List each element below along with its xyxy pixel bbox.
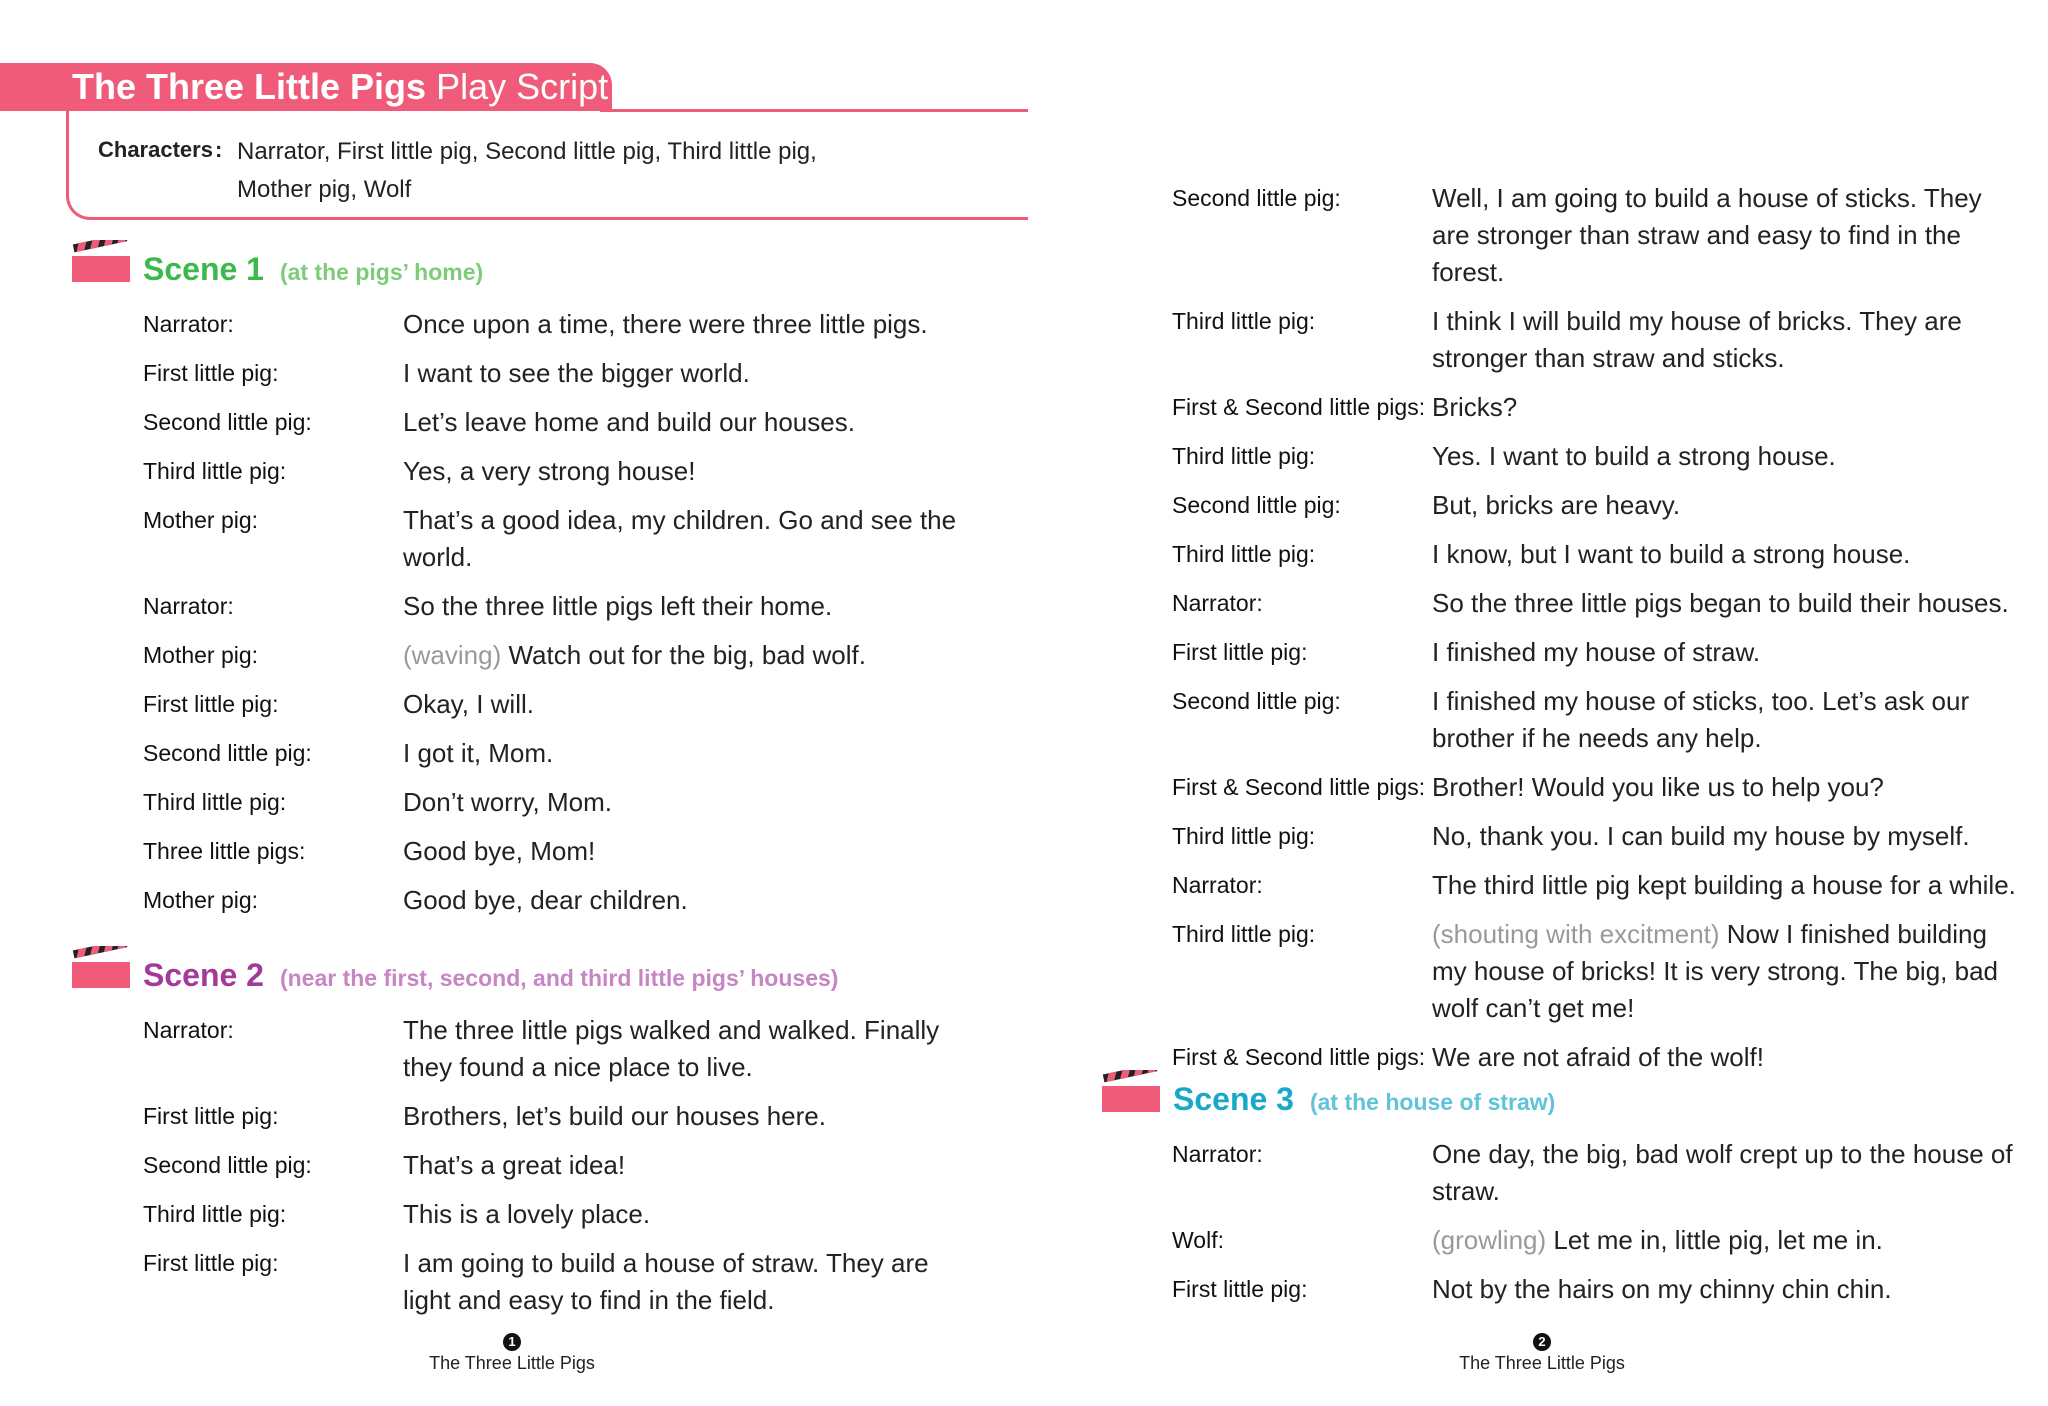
scene-1-header: [143, 251, 483, 288]
line-text: Don’t worry, Mom.: [403, 787, 612, 817]
line-text: Bricks?: [1432, 392, 1518, 422]
speech-text: [1432, 1271, 2022, 1308]
speech-text: [403, 355, 963, 392]
line-text: I think I will build my house of bricks. They are stronger than straw and sticks.: [1432, 306, 1962, 373]
dialogue-line: [1172, 1136, 2022, 1210]
speech-text: [1432, 769, 2022, 806]
speaker-name: First little pig:: [1172, 1276, 1308, 1302]
dialogue-line: [1172, 769, 2022, 806]
line-text: Brothers, let’s build our houses here.: [403, 1101, 826, 1131]
speaker-name: First little pig:: [143, 360, 279, 386]
line-text: Watch out for the big, bad wolf.: [508, 640, 866, 670]
speech-text: [403, 1147, 963, 1184]
speaker-name: Three little pigs:: [143, 838, 306, 864]
line-text: This is a lovely place.: [403, 1199, 651, 1229]
stage-direction: (growling): [1432, 1225, 1547, 1255]
scene-3-subtitle: (at the house of straw): [1309, 1089, 1556, 1115]
speech-text: [403, 502, 963, 576]
speaker-name: Narrator:: [1172, 1141, 1263, 1167]
dialogue-line: [1172, 1271, 2022, 1308]
dialogue-line: [1172, 916, 2022, 1027]
line-text: Let’s leave home and build our houses.: [403, 407, 855, 437]
scene-2-header: [143, 957, 838, 994]
line-text: We are not afraid of the wolf!: [1432, 1042, 1764, 1072]
dialogue-line: [1172, 389, 2022, 426]
line-text: Brother! Would you like us to help you?: [1432, 772, 1884, 802]
clapperboard-icon: [72, 240, 130, 284]
dialogue-line: [143, 1245, 963, 1319]
speech-text: [403, 588, 963, 625]
speaker-name: Third little pig:: [1172, 443, 1316, 469]
footer-right: [1432, 1333, 1652, 1374]
speech-text: [1432, 303, 2022, 377]
dialogue-line: [143, 833, 963, 870]
scene-2-subtitle: (near the first, second, and third little pigs’ houses): [279, 965, 839, 991]
dialogue-line: [1172, 585, 2022, 622]
right-page: [1024, 0, 2048, 1406]
scene-2-title: Scene 2: [143, 957, 264, 993]
line-text: The three little pigs walked and walked. Finally they found a nice place to live.: [403, 1015, 940, 1082]
line-text: But, bricks are heavy.: [1432, 490, 1681, 520]
line-text: Yes, a very strong house!: [403, 456, 696, 486]
clapperboard-icon: [72, 946, 130, 990]
footer-title: The Three Little Pigs: [1459, 1353, 1625, 1373]
speech-text: [403, 453, 963, 490]
dialogue-line: [1172, 818, 2022, 855]
line-text: Okay, I will.: [403, 689, 534, 719]
line-text: I finished my house of straw.: [1432, 637, 1761, 667]
dialogue-line: [143, 453, 963, 490]
speech-text: [403, 1196, 963, 1233]
speech-text: [1432, 867, 2022, 904]
line-text: That’s a good idea, my children. Go and see the world.: [403, 505, 957, 572]
speaker-name: Third little pig:: [1172, 921, 1316, 947]
dialogue-line: [143, 686, 963, 723]
dialogue-line: [143, 355, 963, 392]
scene-2-continued-dialogue: [1172, 180, 2022, 1088]
dialogue-line: [143, 1098, 963, 1135]
line-text: The third little pig kept building a house for a while.: [1432, 870, 2016, 900]
speaker-name: Mother pig:: [143, 887, 259, 913]
clapperboard-icon: [1102, 1070, 1160, 1114]
line-text: I got it, Mom.: [403, 738, 554, 768]
dialogue-line: [1172, 867, 2022, 904]
dialogue-line: [1172, 438, 2022, 475]
speech-text: [403, 833, 963, 870]
scene-1-title: Scene 1: [143, 251, 264, 287]
line-text: One day, the big, bad wolf crept up to the house of straw.: [1432, 1139, 2013, 1206]
speaker-name: First & Second little pigs:: [1172, 394, 1426, 420]
speaker-name: Second little pig:: [1172, 492, 1341, 518]
speaker-name: Second little pig:: [1172, 185, 1341, 211]
speech-text: [1432, 1222, 2022, 1259]
speaker-name: Second little pig:: [1172, 688, 1341, 714]
dialogue-line: [143, 306, 963, 343]
line-text: I want to see the bigger world.: [403, 358, 750, 388]
speech-text: [1432, 438, 2022, 475]
speaker-name: Narrator:: [1172, 872, 1263, 898]
line-text: That’s a great idea!: [403, 1150, 626, 1180]
dialogue-line: [143, 1196, 963, 1233]
footer-left: [402, 1333, 622, 1374]
speaker-name: Third little pig:: [1172, 541, 1316, 567]
dialogue-line: [1172, 634, 2022, 671]
dialogue-line: [143, 637, 963, 674]
speech-text: [1432, 487, 2022, 524]
dialogue-line: [143, 1012, 963, 1086]
line-text: Well, I am going to build a house of sticks. They are stronger than straw and easy to find in the forest.: [1432, 183, 1982, 287]
speaker-name: Third little pig:: [143, 789, 287, 815]
speech-text: [1432, 916, 2022, 1027]
speaker-name: Third little pig:: [1172, 308, 1316, 334]
speech-text: [403, 686, 963, 723]
dialogue-line: [1172, 180, 2022, 291]
characters-colon: :: [215, 137, 223, 162]
scene-3-dialogue: [1172, 1136, 2022, 1320]
speech-text: [1432, 683, 2022, 757]
scene-3-header: [1173, 1081, 1555, 1118]
speech-text: [1432, 1039, 2022, 1076]
speaker-name: Mother pig:: [143, 507, 259, 533]
line-text: Let me in, little pig, let me in.: [1553, 1225, 1883, 1255]
speech-text: [1432, 634, 2022, 671]
speaker-name: Narrator:: [143, 311, 234, 337]
line-text: So the three little pigs began to build their houses.: [1432, 588, 2009, 618]
title-banner: [0, 63, 612, 111]
line-text: Yes. I want to build a strong house.: [1432, 441, 1836, 471]
speaker-name: First little pig:: [1172, 639, 1308, 665]
dialogue-line: [1172, 1222, 2022, 1259]
speaker-name: First & Second little pigs:: [1172, 1044, 1426, 1070]
speaker-name: Narrator:: [1172, 590, 1263, 616]
speaker-name: Narrator:: [143, 593, 234, 619]
dialogue-line: [1172, 1039, 2022, 1076]
line-text: I finished my house of sticks, too. Let’s ask our brother if he needs any help.: [1432, 686, 1970, 753]
speaker-name: Mother pig:: [143, 642, 259, 668]
speech-text: [403, 882, 963, 919]
speech-text: [1432, 180, 2022, 291]
speech-text: [1432, 585, 2022, 622]
speaker-name: First little pig:: [143, 691, 279, 717]
dialogue-line: [143, 1147, 963, 1184]
speech-text: [403, 1245, 963, 1319]
dialogue-line: [143, 502, 963, 576]
speech-text: [403, 1098, 963, 1135]
title-sub: Play Script: [436, 66, 609, 107]
speaker-name: First little pig:: [143, 1250, 279, 1276]
line-text: So the three little pigs left their home.: [403, 591, 833, 621]
speaker-name: Third little pig:: [1172, 823, 1316, 849]
speech-text: [403, 735, 963, 772]
speech-text: [403, 1012, 963, 1086]
footer-title: The Three Little Pigs: [429, 1353, 595, 1373]
scene-3-title: Scene 3: [1173, 1081, 1294, 1117]
speaker-name: Second little pig:: [143, 1152, 312, 1178]
dialogue-line: [143, 404, 963, 441]
line-text: Not by the hairs on my chinny chin chin.: [1432, 1274, 1892, 1304]
speaker-name: Narrator:: [143, 1017, 234, 1043]
title-main: The Three Little Pigs: [72, 66, 427, 107]
scene-1-subtitle: (at the pigs’ home): [279, 259, 484, 285]
stage-direction: (shouting with excitment): [1432, 919, 1720, 949]
stage-direction: (waving): [403, 640, 502, 670]
page-number: 2: [1533, 1333, 1551, 1351]
characters-label: Characters: [98, 137, 213, 162]
speech-text: [403, 306, 963, 343]
speaker-name: First & Second little pigs:: [1172, 774, 1426, 800]
scene-2-dialogue: [143, 1012, 963, 1331]
dialogue-line: [143, 588, 963, 625]
characters-list: Narrator, First little pig, Second little pig, Third little pig, Mother pig, Wolf: [237, 138, 817, 203]
speech-text: [1432, 389, 2022, 426]
speaker-name: Third little pig:: [143, 1201, 287, 1227]
speaker-name: Second little pig:: [143, 409, 312, 435]
speech-text: [403, 784, 963, 821]
speech-text: [1432, 536, 2022, 573]
dialogue-line: [1172, 487, 2022, 524]
dialogue-line: [1172, 536, 2022, 573]
speaker-name: First little pig:: [143, 1103, 279, 1129]
speech-text: [403, 404, 963, 441]
line-text: Good bye, dear children.: [403, 885, 688, 915]
line-text: I know, but I want to build a strong house.: [1432, 539, 1911, 569]
scene-1-dialogue: [143, 306, 963, 931]
speech-text: [1432, 818, 2022, 855]
line-text: Once upon a time, there were three little pigs.: [403, 309, 928, 339]
line-text: I am going to build a house of straw. They are light and easy to find in the field.: [403, 1248, 929, 1315]
dialogue-line: [143, 735, 963, 772]
dialogue-line: [1172, 683, 2022, 757]
line-text: No, thank you. I can build my house by myself.: [1432, 821, 1970, 851]
line-text: Good bye, Mom!: [403, 836, 596, 866]
speaker-name: Third little pig:: [143, 458, 287, 484]
dialogue-line: [143, 784, 963, 821]
speech-text: [1432, 1136, 2022, 1210]
speaker-name: Wolf:: [1172, 1227, 1224, 1253]
speech-text: [403, 637, 963, 674]
page-number: 1: [503, 1333, 521, 1351]
dialogue-line: [1172, 303, 2022, 377]
dialogue-line: [143, 882, 963, 919]
speaker-name: Second little pig:: [143, 740, 312, 766]
line-text: Now I finished building my house of bricks! It is very strong. The big, bad wolf can’t get me!: [1432, 919, 1998, 1023]
